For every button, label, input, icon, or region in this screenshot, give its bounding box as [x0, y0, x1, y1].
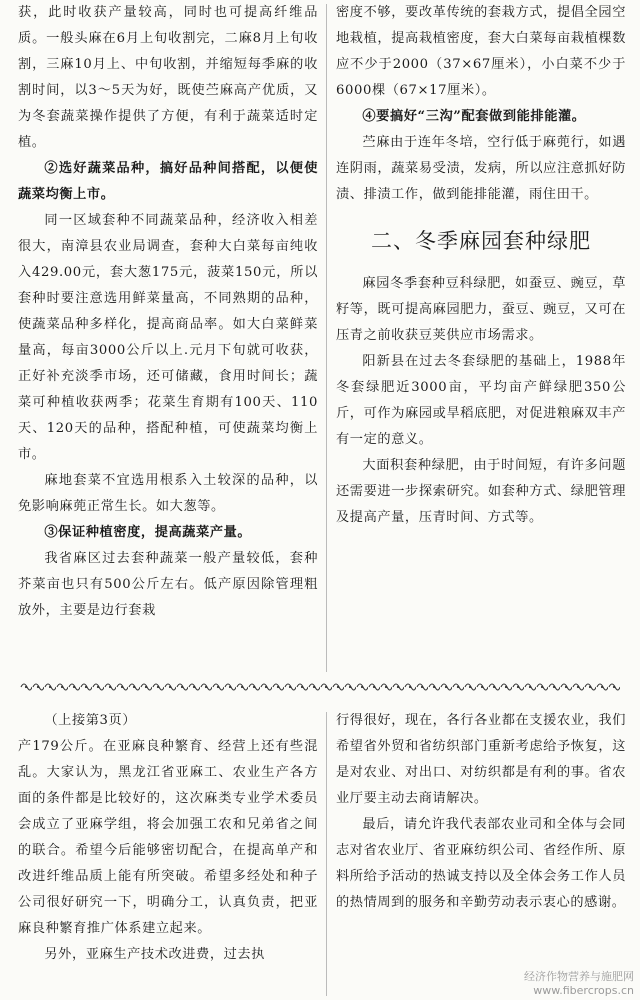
paragraph: 麻园冬季套种豆科绿肥，如蚕豆、豌豆，草籽等，既可提高麻园肥力，蚕豆、豌豆，又可在压青之前收获豆荚供应市场需求。: [336, 276, 626, 343]
column-divider: [326, 4, 327, 672]
paragraph: 我省麻区过去套种蔬菜一般产量较低，套种芥菜亩也只有500公斤左右。低产原因除管理粗放外，主要是边行套栽: [18, 551, 318, 618]
paragraph: 阳新县在过去冬套绿肥的基础上，1988年冬套绿肥近3000亩，平均亩产鲜绿肥350公斤，可作为麻园或旱稻底肥，对促进粮麻双丰产有一定的意义。: [336, 354, 626, 447]
paragraph: （上接第3页）: [44, 713, 137, 728]
decorative-border: [0, 672, 640, 702]
watermark-line2: www.fibercrops.cn: [533, 984, 634, 997]
paragraph: 同一区域套种不同蔬菜品种，经济收入相差很大，南漳县农业局调查，套种大白菜每亩纯收入429.00元，套大葱175元，菠菜150元，所以套种时要注意选用鲜菜量高，不同熟期的品种，使蔬菜品种多样化，提高商品率。如大白菜鲜菜量高，每亩3000公斤以上.元月下旬就可收获，正好补充淡季市场，还可储藏，食用时间长；蔬菜可种植收获两季；花菜生育期有100天、110天、120天的品种，搭配种植，可使蔬菜均衡上市。: [18, 213, 318, 462]
watermark-line1: 经济作物营养与施肥网: [524, 970, 634, 983]
paragraph: 大面积套种绿肥，由于时间短，有许多问题还需要进一步探索研究。如套种方式、绿肥管理及提高产量，压青时间、方式等。: [336, 458, 626, 525]
site-watermark: [524, 970, 634, 998]
paragraph: 密度不够，要改革传统的套栽方式，提倡全园空地栽植，提高栽植密度，套大白菜每亩栽植棵数应不少于2000（37×67厘米），小白菜不少于6000棵（67×17厘米）。: [336, 5, 626, 98]
subheading: ③保证种植密度，提高蔬菜产量。: [44, 525, 252, 540]
top-left-column: [18, 0, 318, 624]
section-heading: 二、冬季麻园套种绿肥: [371, 229, 591, 253]
subheading: ②选好蔬菜品种，搞好品种间搭配，以便使蔬菜均衡上市。: [18, 161, 318, 202]
paragraph: 获，此时收获产量较高，同时也可提高纤维品质。一般头麻在6月上旬收割完，二麻8月上旬收割，三麻10月上、中旬收割，并缩短每季麻的收割时间，以3～5天为好，既使苎麻高产优质，又为冬套蔬菜操作提供了方便，有利于蔬菜适时定植。: [18, 5, 318, 150]
paragraph: 苎麻由于连年冬培，空行低于麻蔸行，如遇连阴雨，蔬菜易受渍，发病，所以应注意抓好防渍、排渍工作，做到能排能灌，雨住田干。: [336, 135, 626, 202]
top-right-column: [336, 0, 626, 531]
bottom-left-column: [18, 708, 318, 968]
ornament-border-icon: [20, 680, 620, 694]
subheading: ④要搞好“三沟”配套做到能排能灌。: [362, 109, 586, 124]
bottom-right-column: [336, 708, 626, 916]
paragraph: 产179公斤。在亚麻良种繁育、经营上还有些混乱。大家认为，黑龙江省亚麻工、农业生产各方面的条件都是比较好的，这次麻类专业学术委员会成立了亚麻学组，将会加强工农和兄弟省之间的联合。希望今后能够密切配合，在提高单产和改进纤维品质上能有所突破。希望多经处和种子公司很好研究一下，明确分工，认真负责，把亚麻良种繁育推广体系建立起来。: [18, 739, 318, 936]
paragraph: 行得很好，现在，各行各业都在支援农业，我们希望省外贸和省纺织部门重新考虑给予恢复，这是对农业、对出口、对纺织都是有利的事。省农业厅要主动去商请解决。: [336, 713, 626, 806]
paragraph: 另外，亚麻生产技术改进费，过去执: [44, 947, 265, 962]
paragraph: 最后，请允许我代表部农业司和全体与会同志对省农业厅、省亚麻纺织公司、省经作所、原料所给予活动的热诚支持以及全体会务工作人员的热情周到的服务和辛勤劳动表示衷心的感谢。: [336, 817, 626, 910]
column-divider-bottom: [326, 712, 327, 996]
paragraph: 麻地套菜不宜选用根系入土较深的品种，以免影响麻蔸正常生长。如大葱等。: [18, 473, 318, 514]
